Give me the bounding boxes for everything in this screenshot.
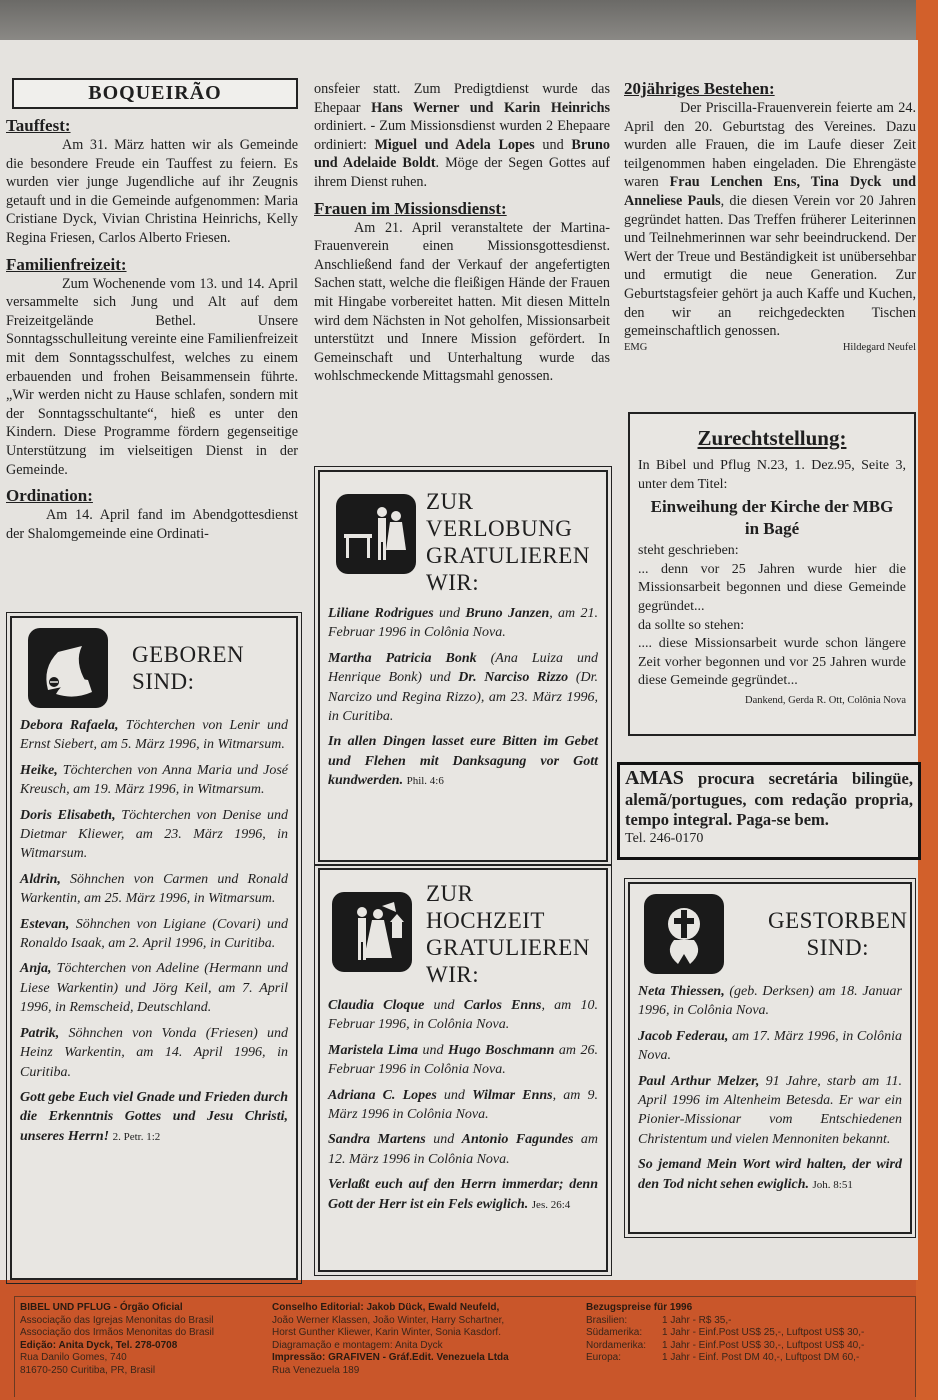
masthead-footer xyxy=(0,1290,920,1400)
list-item: Patrik, Söhnchen von Vonda (Friesen) und Heinz Warkentin, am 14. April 1996, in Curitiba. xyxy=(20,1025,288,1080)
verlobung-box xyxy=(318,470,608,862)
list-item: Sandra Martens und Antonio Fagundes am 12. März 1996 in Colônia Nova. xyxy=(328,1132,598,1167)
gestorben-box xyxy=(628,882,912,1234)
footer-publisher: BIBEL UND PFLUG - Órgão Oficial Associação das Igrejas Menonitas do Brasil Associação dos Irmãos Menonitas do Brasil Edição: Anita Dyck, Tel. 278-0708 Rua Danilo Gomes, 740 81670-250 Curitiba, PR, Brasil xyxy=(20,1302,214,1376)
bestehen-signature: EMG Hildegard Neufel xyxy=(624,341,916,353)
orange-edge xyxy=(916,0,938,1400)
ordination-text: Am 14. April fand im Abendgottesdienst der Shalomgemeinde eine Ordinati- xyxy=(6,507,298,542)
tauffest-heading: Tauffest: xyxy=(6,116,71,135)
cradle-icon xyxy=(28,628,108,708)
zurecht-heading: Zurechtstellung: xyxy=(697,426,847,450)
amas-tel: Tel. 246-0170 xyxy=(625,830,704,846)
list-item: Aldrin, Söhnchen von Carmen und Ronald Warkentin, am 25. März 1996, in Witmarsum. xyxy=(20,871,288,907)
list-item: Jacob Federau, am 17. März 1996, in Colônia Nova. xyxy=(638,1028,902,1064)
verlobung-title: ZUR VERLOBUNG GRATULIEREN WIR: xyxy=(426,489,590,595)
hochzeit-box xyxy=(318,868,608,1272)
geboren-title-2: SIND: xyxy=(132,669,195,694)
list-item: Estevan, Söhnchen von Ligiane (Covari) und Ronaldo Isaak, am 2. April 1996, in Curitiba. xyxy=(20,916,288,952)
newspaper-page xyxy=(0,40,918,1280)
list-item: Martha Patricia Bonk (Ana Luiza und Henrique Bonk) und Dr. Narciso Rizzo (Dr. Narcizo und Regina Rizzo), am 23. März 1996, in Curitiba. xyxy=(328,650,598,725)
list-item: Neta Thiessen, (geb. Derksen) am 18. Januar 1996, in Colônia Nova. xyxy=(638,984,902,1019)
list-item: Anja, Töchterchen von Adeline (Hermann und Liese Warkentin) und Jörg Keil, am 7. April 1996, in Remscheid, Deutschland. xyxy=(20,961,288,1016)
section-title: BOQUEIRÃO xyxy=(12,78,298,109)
gestorben-title: GESTORBEN xyxy=(768,908,908,933)
list-item: Paul Arthur Melzer, 91 Jahre, starb am 11. April 1996 im Altenheim Betesda. Er war ein Pionier-Missionar vom Entschiedenen Christentum und vielen Mennoniten bekannt. xyxy=(638,1073,903,1147)
list-item: Debora Rafaela, Töchterchen von Lenir und Ernst Siebert, am 5. März 1996, in Witmarsum. xyxy=(20,718,288,753)
gestorben-title-2: SIND: xyxy=(806,935,870,960)
amas-ad-box xyxy=(617,762,921,860)
list-item: Claudia Cloque und Carlos Enns, am 10. Februar 1996, in Colônia Nova. xyxy=(328,998,598,1033)
zurecht-line5: .... diese Missionsarbeit wurde schon längere Zeit vorher begonnen und vor 25 Jahren wurde diese Gemeinde gegründet... xyxy=(638,636,906,689)
zurecht-line2: steht geschrieben: xyxy=(638,543,739,559)
amas-text: AMAS procura secretária bilingüe, alemã/portugues, com redação propria, tempo integral. Paga-se bem. xyxy=(625,767,913,829)
footer-prices: Bezugspreise für 1996 Brasilien: 1 Jahr - R$ 35,- Südamerika: 1 Jahr - Einf.Post US$ 25,-, Luftpost US$ 30,- Nordamerika: 1 Jahr - Einf.Post US$ 30,-, Luftpost US$ 40,- Europa: 1 Jahr - Einf. Post DM 40,-, Luftpost DM 60,- xyxy=(586,1302,865,1363)
list-item: Liliane Rodrigues und Bruno Janzen, am 21. Februar 1996 in Colônia Nova. xyxy=(328,606,598,641)
couple-icon xyxy=(336,494,416,574)
footer-editorial: Conselho Editorial: Jakob Dück, Ewald Neufeld, João Werner Klassen, João Winter, Harry Schartner, Horst Gunther Kliewer, Karin Winter, Sonia Kasdorf. Diagramação e montagem: Anita Dyck Impressão: GRAFIVEN - Gráf.Edit. Venezuela Ltda Rua Venezuela 189 xyxy=(272,1302,509,1376)
zurecht-signature: Dankend, Gerda R. Ott, Colônia Nova xyxy=(745,694,906,706)
geboren-box xyxy=(10,616,298,1280)
familienfreizeit-text: Zum Wochenende vom 13. und 14. April versammelte sich Jung und Alt auf dem Freizeitgelände Bethel. Unsere Sonntagsschulleitung vereinte eine Familienfreizeit mit dem Sonntagsschulfest, welches zu einem erbauenden und frohen Beisammensein führte. „Wir werden nicht zu Hause schlafen, sondern mit der Sonntagsschultante“, hieß es unter den Kindern. Diese Programme fördern gegenseitige Unterstützung im vielseitigen Dienst in der Gemeinde. xyxy=(6,275,298,478)
bestehen-text: Der Priscilla-Frauenverein feierte am 24. April den 20. Geburtstag des Vereines. Dazu wurden alle Frauen, die im Laufe dieser Zeit teilgenommen haben eingeladen. Die Ehrengäste waren Frau Lenchen Ens, Tina Dyck und Anneliese Pauls, die diesen Verein vor 20 Jahren gegründet hatten. Das Treffen früherer Leiterinnen und Teilnehmerinnen war sehr beeindruckend. Der Wert der Treue und Beständigkeit ist unübersehbar und ermutigt die neue Generation. Zur Geburtstagsfeier gehört ja auch Kaffe und Kuchen, den wir an reichgedeckten Tischen gemeinschaftlich genossen. xyxy=(624,100,916,340)
zurecht-title: Einweihung der Kirche der MBG in Bagé xyxy=(650,497,894,539)
column-1 xyxy=(6,40,298,543)
geboren-title: GEBOREN xyxy=(132,642,245,667)
cross-icon xyxy=(644,894,724,974)
zurechtstellung-box xyxy=(628,412,916,736)
wedding-icon xyxy=(332,892,412,972)
familienfreizeit-heading: Familienfreizeit: xyxy=(6,254,127,274)
list-item: Adriana C. Lopes und Wilmar Enns, am 9. März 1996 in Colônia Nova. xyxy=(328,1087,599,1123)
list-item: Maristela Lima und Hugo Boschmann am 26. Februar 1996 in Colônia Nova. xyxy=(328,1042,598,1078)
column-2 xyxy=(314,80,610,386)
hochzeit-title: ZUR HOCHZEIT GRATULIEREN WIR: xyxy=(426,881,590,987)
frauen-text: Am 21. April veranstaltete der Martina-Frauenverein einen Missionsgottesdienst. Anschließend fand der Verkauf der angefertigten Sachen statt, welche die fleißigen Hände der Frauen mit Hingabe vorbereitet hatten. Mit diesen Mitteln wird dem Nächsten in Not geholfen, Missionsarbeit unterstützt und Innere Mission gefördert. In Gemeinschaft und Unterhaltung wurde das wohlschmeckende Mittagsmahl genossen. xyxy=(314,219,610,385)
gestorben-verse: So jemand Mein Wort wird halten, der wird den Tod nicht sehen ewiglich. Joh. 8:51 xyxy=(638,1157,902,1192)
geboren-verse: Gott gebe Euch viel Gnade und Frieden durch die Erkenntnis Gottes und Jesu Christi, unseres Herrn! 2. Petr. 1:2 xyxy=(20,1089,288,1144)
zurecht-line4: da sollte so stehen: xyxy=(638,617,745,633)
list-item: Doris Elisabeth, Töchterchen von Denise und Dietmar Kliewer, am 23. März 1996, in Witmarsum. xyxy=(20,807,288,862)
verlobung-verse: In allen Dingen lasset eure Bitten im Gebet und Flehen mit Danksagung vor Gott kundwerden. Phil. 4:6 xyxy=(328,734,598,789)
frauen-heading: Frauen im Missionsdienst: xyxy=(314,198,507,218)
bestehen-heading: 20jähriges Bestehen: xyxy=(624,79,775,98)
zurecht-line1: In Bibel und Pflug N.23, 1. Dez.95, Seite 3, unter dem Titel: xyxy=(638,458,906,492)
hochzeit-verse: Verlaßt euch auf den Herrn immerdar; denn Gott der Herr ist ein Fels ewiglich. Jes. 26:4 xyxy=(328,1177,598,1212)
ordination-heading: Ordination: xyxy=(6,486,93,506)
column-3 xyxy=(624,78,916,354)
geboren-list xyxy=(20,716,288,1147)
ordination-continuation: onsfeier statt. Zum Predigtdienst wurde das Ehepaar Hans Werner und Karin Heinrichs ordiniert. - Zum Missionsdienst wurden 2 Ehepaare ordiniert: Miguel und Adela Lopes und Bruno und Adelaide Boldt. Möge der Segen Gottes auf ihrem Dienst ruhen. xyxy=(314,81,611,190)
zurecht-line3: ... denn vor 25 Jahren wurde hier die Missionsarbeit begonnen und diese Gemeinde gegründet... xyxy=(638,561,906,614)
tauffest-text: Am 31. März hatten wir als Gemeinde die besondere Freude ein Tauffest zu feiern. Es wurden vier junge Jugendliche auf ihr Zeugnis getauft und in die Gemeinde aufgenommen: Maria Cristiane Dyck, Vivian Christina Heinrichs, Kelly Regina Friesen, Carlos Alberto Friesen. xyxy=(6,137,298,246)
list-item: Heike, Töchterchen von Anna Maria und José Kreusch, am 19. März 1996, in Witmarsum. xyxy=(20,762,288,798)
